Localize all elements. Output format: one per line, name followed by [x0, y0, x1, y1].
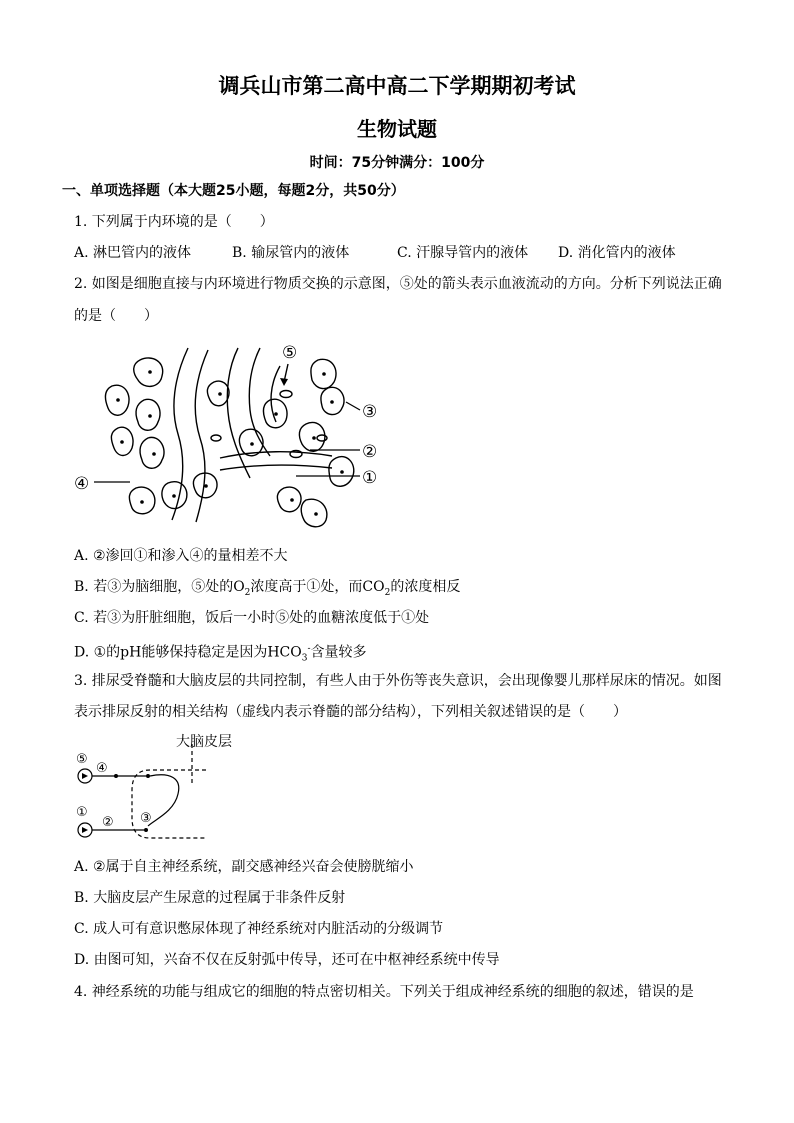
q3-label-2: ②: [102, 815, 114, 830]
q1-option-b: B. 输尿管内的液体: [232, 245, 350, 261]
q3-cortex-label: 大脑皮层: [176, 734, 232, 750]
q2-label-5: ⑤: [282, 343, 298, 363]
exam-time-info: 时间：75分钟满分：100分: [309, 155, 485, 171]
q2-option-a: A. ②渗回①和渗入④的量相差不大: [74, 548, 288, 564]
q3-reflex-diagram: [70, 732, 270, 844]
q3-option-b: B. 大脑皮层产生尿意的过程属于非条件反射: [74, 890, 346, 906]
q3-label-4: ④: [96, 761, 108, 776]
q3-label-1: ①: [76, 805, 88, 820]
q2-label-1: ①: [362, 468, 378, 488]
q2-label-4: ④: [74, 474, 90, 494]
q2-cell-diagram: [70, 338, 400, 528]
q2-label-2: ②: [362, 442, 378, 462]
q3-option-d: D. 由图可知，兴奋不仅在反射弧中传导，还可在中枢神经系统中传导: [74, 952, 500, 968]
q3-stem-line2: 表示排尿反射的相关结构（虚线内表示脊髓的部分结构），下列相关叙述错误的是（ ）: [74, 704, 627, 720]
q1-option-c: C. 汗腺导管内的液体: [397, 245, 529, 261]
q1-option-a: A. 淋巴管内的液体: [74, 245, 192, 261]
q3-label-5: ⑤: [76, 752, 88, 767]
q3-option-c: C. 成人可有意识憋尿体现了神经系统对内脏活动的分级调节: [74, 921, 444, 937]
q2-option-d: D. ①的pH能够保持稳定是因为$HCO_3^-$含量较多: [74, 644, 367, 664]
q1-option-d: D. 消化管内的液体: [558, 245, 676, 261]
q2-option-c: C. 若③为肝脏细胞，饭后一小时⑤处的血糖浓度低于①处: [74, 610, 430, 626]
subject-title: 生物试题: [357, 117, 437, 141]
q4-stem: 4. 神经系统的功能与组成它的细胞的特点密切相关。下列关于组成神经系统的细胞的叙述，错误的是: [74, 984, 694, 1000]
q2-stem-line2: 的是（ ）: [74, 308, 158, 324]
q2-label-3: ③: [362, 402, 378, 422]
q3-label-3: ③: [140, 811, 152, 826]
q2-stem-line1: 2. 如图是细胞直接与内环境进行物质交换的示意图，⑤处的箭头表示血液流动的方向。分析下列说法正确: [74, 276, 722, 292]
q1-stem: 1. 下列属于内环境的是（ ）: [74, 214, 274, 230]
q3-stem-line1: 3. 排尿受脊髓和大脑皮层的共同控制，有些人由于外伤等丧失意识，会出现像婴儿那样尿床的情况。如图: [74, 673, 722, 689]
page-title: 调兵山市第二高中高二下学期期初考试: [218, 74, 576, 98]
q3-option-a: A. ②属于自主神经系统，副交感神经兴奋会使膀胱缩小: [74, 859, 414, 875]
q2-option-b: B. 若③为脑细胞，⑤处的$O_2$浓度高于①处，而$CO_2$的浓度相反: [74, 579, 461, 598]
section-heading: 一、单项选择题（本大题25小题，每题2分，共50分）: [62, 183, 405, 199]
